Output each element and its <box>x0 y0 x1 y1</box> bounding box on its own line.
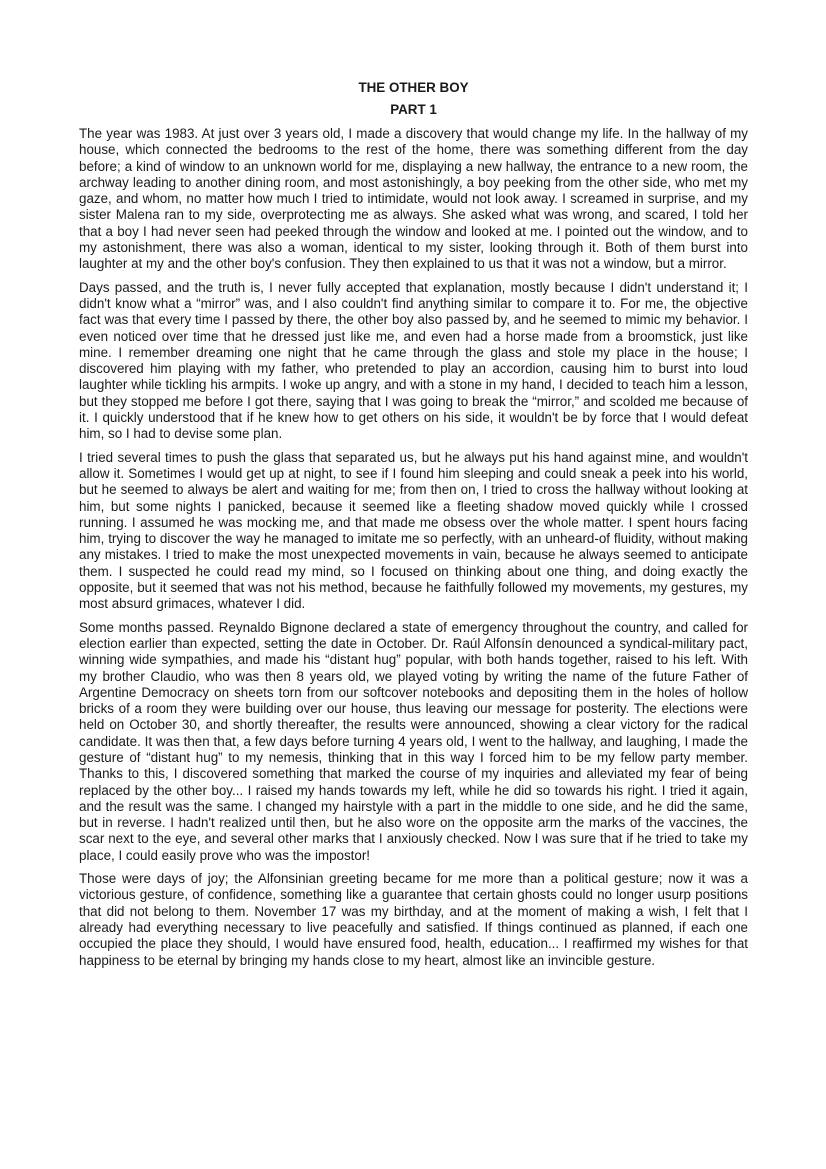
paragraph: Some months passed. Reynaldo Bignone declared a state of emergency throughout the country, and called for election earlier than expected, setting the date in October. Dr. Raúl Alfonsín denounced a syndical-military pact, winning wide sympathies, and made his “distant hug” popular, with both hands together, raised to his left. With my brother Claudio, who was then 8 years old, we played voting by writing the name of the future Father of Argentine Democracy on sheets torn from our softcover notebooks and depositing them in the holes of hollow bricks of a room they were building over our house, thus leaving our message for posterity. The elections were held on October 30, and shortly thereafter, the results were announced, showing a clear victory for the radical candidate. It was then that, a few days before turning 4 years old, I went to the hallway, and laughing, I made the gesture of “distant hug” to my nemesis, thinking that in this way I forced him to be my fellow party member. Thanks to this, I discovered something that marked the course of my inquiries and alleviated my fear of being replaced by the other boy... I raised my hands towards my left, while he did so towards his right. I tried it again, and the result was the same. I changed my hairstyle with a part in the middle to one side, and he did the same, but in reverse. I hadn't realized until then, but he also wore on the opposite arm the marks of the vaccines, the scar next to the eye, and several other marks that I anxiously checked. Now I was sure that if he tried to take my place, I could easily prove who was the impostor! <box>79 619 748 863</box>
document-title: THE OTHER BOY <box>358 80 469 95</box>
paragraph: Days passed, and the truth is, I never fully accepted that explanation, mostly because I didn't understand it; I didn't know what a “mirror” was, and I also couldn't find anything similar to compare it to. For me, the objective fact was that every time I passed by there, the other boy also passed by, and he seemed to mimic my behavior. I even noticed over time that he dressed just like me, and even had a horse made from a broomstick, just like mine. I remember dreaming one night that he came through the glass and stole my place in the house; I discovered him playing with my father, who pretended to play an accordion, causing him to burst into loud laughter while tickling his armpits. I woke up angry, and with a stone in my hand, I decided to teach him a lesson, but they stopped me before I got there, saying that I was going to break the “mirror,” and scolded me because of it. I quickly understood that if he knew how to get others on his side, it wouldn't be by force that I would defeat him, so I had to devise some plan. <box>79 279 748 442</box>
paragraph: I tried several times to push the glass that separated us, but he always put his hand against mine, and wouldn't allow it. Sometimes I would get up at night, to see if I found him sleeping and could sneak a peek into his world, but he seemed to always be alert and waiting for me; from then on, I tried to cross the hallway without looking at him, but some nights I panicked, because it seemed like a fleeting shadow moved quickly while I crossed running. I assumed he was mocking me, and that made me obsess over the whole matter. I spent hours facing him, trying to discover the way he managed to imitate me so perfectly, with an unheard-of fluidity, without making any mistakes. I tried to make the most unexpected movements in vain, because he always seemed to anticipate them. I suspected he could read my mind, so I focused on thinking about one thing, and doing exactly the opposite, but it seemed that was not his method, because he faithfully followed my movements, my gestures, my most absurd grimaces, whatever I did. <box>79 449 748 612</box>
document-subtitle: PART 1 <box>390 102 437 117</box>
paragraph: The year was 1983. At just over 3 years old, I made a discovery that would change my life. In the hallway of my house, which connected the bedrooms to the rest of the home, there was something different from the day before; a kind of window to an unknown world for me, displaying a new hallway, the entrance to a new room, the archway leading to another dining room, and most astonishingly, a boy peeking from the other side, who met my gaze, and whom, no matter how much I tried to intimidate, would not look away. I screamed in surprise, and my sister Malena ran to my side, overprotecting me as always. She asked what was wrong, and scared, I told her that a boy I had never seen had peeked through the window and looked at me. I pointed out the window, and to my astonishment, there was also a woman, identical to my sister, looking through it. Both of them burst into laughter at my and the other boy's confusion. They then explained to us that it was not a window, but a mirror. <box>79 126 748 272</box>
paragraph: Those were days of joy; the Alfonsinian greeting became for me more than a political gesture; now it was a victorious gesture, of confidence, something like a guarantee that certain ghosts could no longer usurp positions that did not belong to them. November 17 was my birthday, and at the moment of making a wish, I felt that I already had everything necessary to live peacefully and satisfied. If things continued as planned, if each one occupied the place they should, I would have ensured food, health, education... I reaffirmed my wishes for that happiness to be eternal by bringing my hands close to my heart, almost like an invincible gesture. <box>79 871 748 968</box>
document-page <box>79 76 748 976</box>
